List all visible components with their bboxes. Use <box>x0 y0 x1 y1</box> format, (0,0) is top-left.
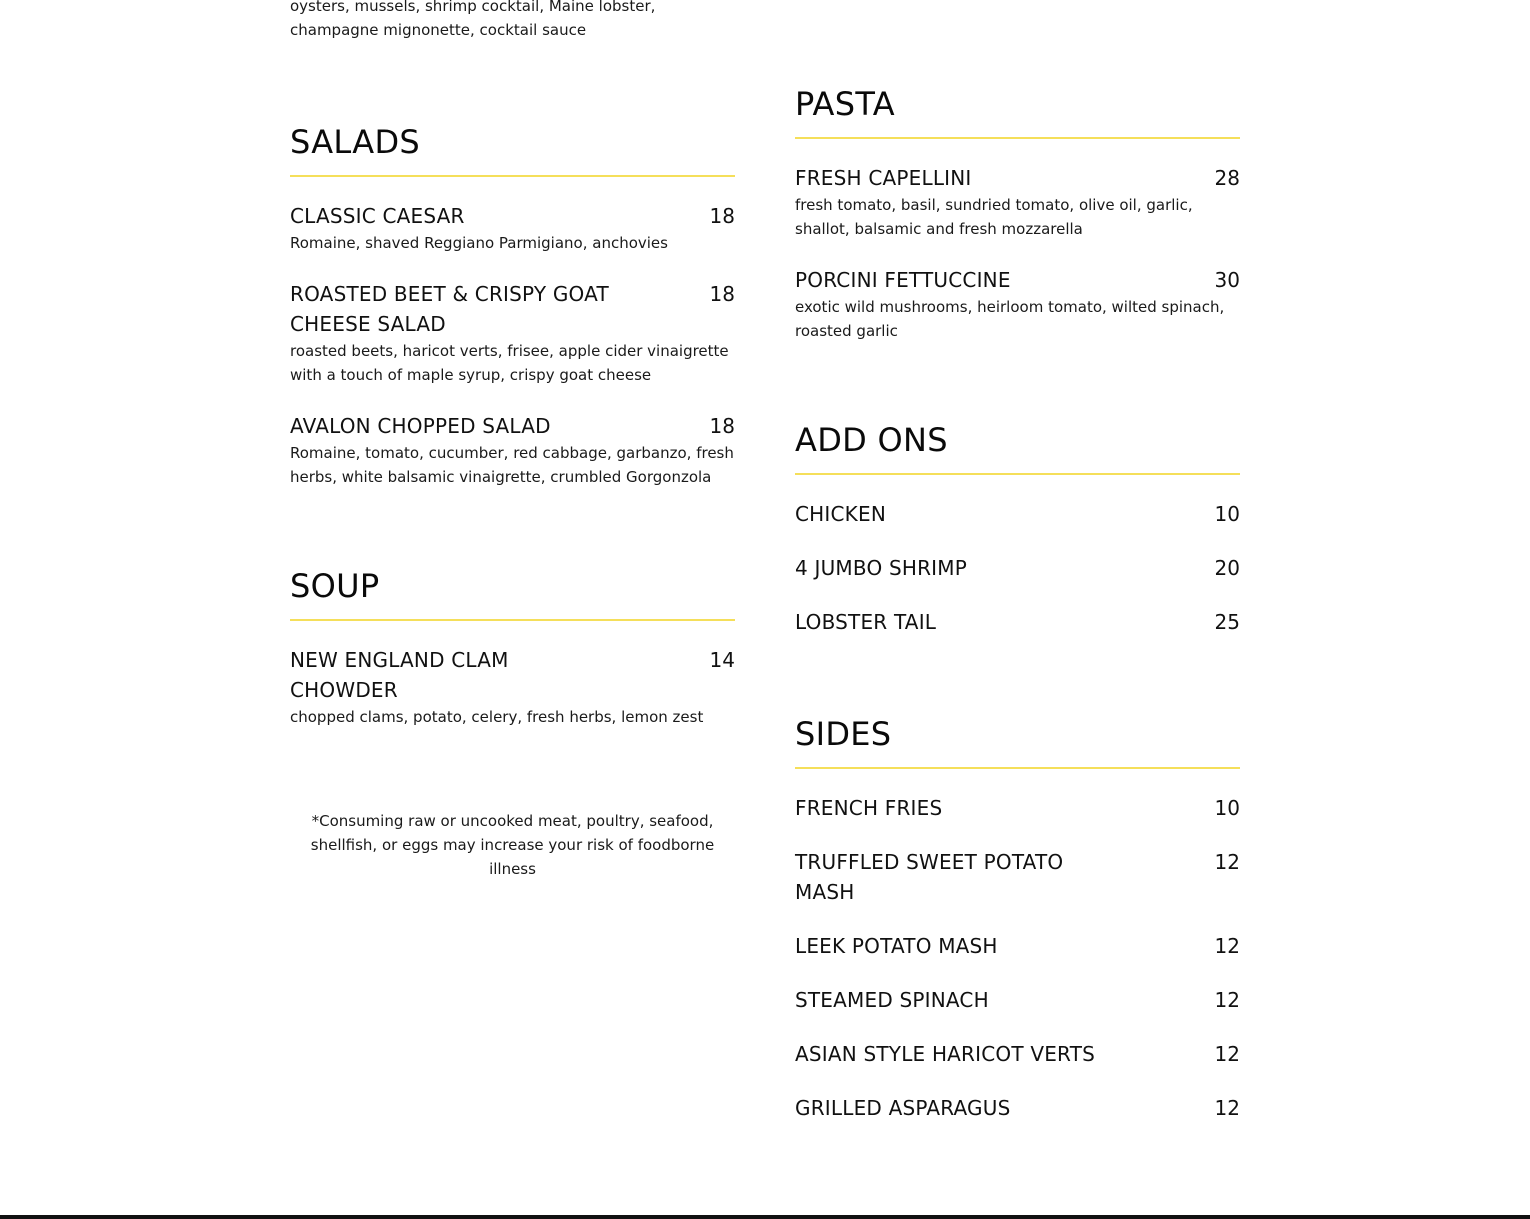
pasta-section <box>795 85 1240 343</box>
item-name: LEEK POTATO MASH <box>795 934 998 958</box>
item-name: TRUFFLED SWEET POTATO MASH <box>795 850 1064 904</box>
item-price: 25 <box>1214 610 1240 634</box>
section-divider <box>290 619 735 621</box>
item-name: AVALON CHOPPED SALAD <box>290 414 551 438</box>
item-price: 20 <box>1214 556 1240 580</box>
footer-bar <box>0 1215 1530 1219</box>
item-name: ROASTED BEET & CRISPY GOAT CHEESE SALAD <box>290 282 609 336</box>
menu-item <box>795 1093 1240 1123</box>
section-title-sides: SIDES <box>795 715 892 753</box>
item-name: 4 JUMBO SHRIMP <box>795 556 967 580</box>
item-name: NEW ENGLAND CLAM CHOWDER <box>290 648 509 702</box>
item-description: chopped clams, potato, celery, fresh herbs, lemon zest <box>290 708 704 726</box>
item-price: 12 <box>1214 934 1240 958</box>
item-price: 18 <box>709 282 735 306</box>
item-description: exotic wild mushrooms, heirloom tomato, wilted spinach, roasted garlic <box>795 298 1225 340</box>
add-ons-section <box>795 421 1240 637</box>
section-title-soup: SOUP <box>290 567 380 605</box>
menu-item <box>795 163 1240 241</box>
menu-item <box>795 1039 1240 1069</box>
soup-section <box>290 567 735 729</box>
item-price: 18 <box>709 204 735 228</box>
menu-item <box>290 279 735 387</box>
item-price: 12 <box>1214 850 1240 874</box>
menu-item <box>795 793 1240 823</box>
section-divider <box>795 767 1240 769</box>
food-safety-disclaimer: *Consuming raw or uncooked meat, poultry, seafood, shellfish, or eggs may increase your risk of foodborne illness <box>310 812 715 878</box>
item-price: 30 <box>1214 268 1240 292</box>
section-title-pasta: PASTA <box>795 85 895 123</box>
item-name: PORCINI FETTUCCINE <box>795 268 1011 292</box>
menu-item <box>795 985 1240 1015</box>
item-description: Romaine, shaved Reggiano Parmigiano, anchovies <box>290 234 668 252</box>
section-divider <box>795 137 1240 139</box>
item-name: CLASSIC CAESAR <box>290 204 465 228</box>
item-name: GRILLED ASPARAGUS <box>795 1096 1011 1120</box>
section-title-add-ons: ADD ONS <box>795 421 948 459</box>
menu-left-column <box>290 0 735 896</box>
raw-bar-description: oysters, mussels, shrimp cocktail, Maine lobster, champagne mignonette, cocktail sauce <box>290 0 656 39</box>
item-name: FRESH CAPELLINI <box>795 166 972 190</box>
menu-item <box>290 645 735 729</box>
item-name: FRENCH FRIES <box>795 796 943 820</box>
item-description: fresh tomato, basil, sundried tomato, olive oil, garlic, shallot, balsamic and fresh mozzarella <box>795 196 1193 238</box>
menu-item <box>795 265 1240 343</box>
item-price: 18 <box>709 414 735 438</box>
menu-item <box>795 553 1240 583</box>
item-price: 28 <box>1214 166 1240 190</box>
sides-section <box>795 715 1240 1123</box>
section-divider <box>795 473 1240 475</box>
item-description: Romaine, tomato, cucumber, red cabbage, garbanzo, fresh herbs, white balsamic vinaigrette, crumbled Gorgonzola <box>290 444 734 486</box>
menu-item <box>795 931 1240 961</box>
menu-item <box>795 847 1240 907</box>
salads-section <box>290 123 735 489</box>
item-price: 12 <box>1214 1042 1240 1066</box>
menu-item <box>795 607 1240 637</box>
item-name: CHICKEN <box>795 502 886 526</box>
item-description: roasted beets, haricot verts, frisee, apple cider vinaigrette with a touch of maple syrup, crispy goat cheese <box>290 342 729 384</box>
item-price: 14 <box>709 648 735 672</box>
menu-right-column <box>795 0 1240 1123</box>
item-name: LOBSTER TAIL <box>795 610 937 634</box>
menu-item <box>290 201 735 255</box>
menu-item <box>290 411 735 489</box>
section-title-salads: SALADS <box>290 123 421 161</box>
item-name: STEAMED SPINACH <box>795 988 989 1012</box>
item-name: ASIAN STYLE HARICOT VERTS <box>795 1042 1096 1066</box>
menu-item <box>795 499 1240 529</box>
item-price: 12 <box>1214 1096 1240 1120</box>
item-price: 10 <box>1214 796 1240 820</box>
item-price: 12 <box>1214 988 1240 1012</box>
item-price: 10 <box>1214 502 1240 526</box>
section-divider <box>290 175 735 177</box>
